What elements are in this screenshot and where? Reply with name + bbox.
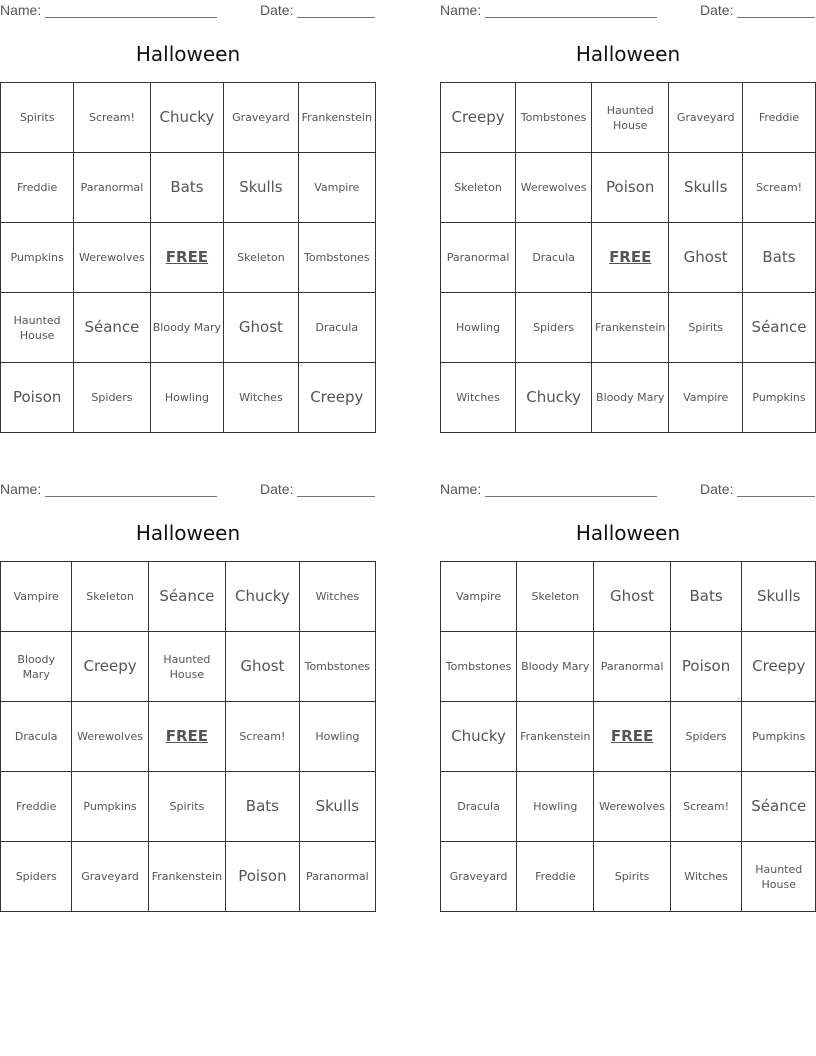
bingo-cell[interactable]: Haunted House bbox=[592, 83, 669, 153]
bingo-cell[interactable]: Chucky bbox=[441, 702, 517, 772]
bingo-cell[interactable]: Séance bbox=[743, 293, 816, 363]
bingo-cell[interactable]: Tombstones bbox=[298, 223, 375, 293]
bingo-cell[interactable]: Skeleton bbox=[441, 153, 516, 223]
bingo-cell[interactable]: Werewolves bbox=[516, 153, 592, 223]
name-label: Name: bbox=[0, 481, 42, 497]
bingo-cell[interactable]: Spirits bbox=[594, 842, 670, 912]
bingo-cell[interactable]: Witches bbox=[441, 363, 516, 433]
free-space-cell[interactable]: FREE bbox=[148, 702, 225, 772]
bingo-cell[interactable]: Bats bbox=[670, 562, 742, 632]
bingo-cell[interactable]: Haunted House bbox=[1, 293, 74, 363]
bingo-cell[interactable]: Skeleton bbox=[72, 562, 148, 632]
bingo-grid bbox=[440, 82, 816, 433]
bingo-cell[interactable]: Spirits bbox=[1, 83, 74, 153]
bingo-cell[interactable]: Tombstones bbox=[299, 632, 375, 702]
bingo-cell[interactable]: Spiders bbox=[74, 363, 150, 433]
name-date-line bbox=[440, 2, 816, 20]
date-blank[interactable] bbox=[737, 482, 815, 497]
bingo-cell[interactable]: Creepy bbox=[441, 83, 516, 153]
bingo-cell[interactable]: Freddie bbox=[517, 842, 594, 912]
bingo-cell[interactable]: Frankenstein bbox=[298, 83, 375, 153]
bingo-cell[interactable]: Ghost bbox=[224, 293, 298, 363]
bingo-cell[interactable]: Spiders bbox=[670, 702, 742, 772]
bingo-cell[interactable]: Skulls bbox=[742, 562, 816, 632]
bingo-cell[interactable]: Creepy bbox=[72, 632, 148, 702]
date-blank[interactable] bbox=[297, 482, 375, 497]
bingo-cell[interactable]: Ghost bbox=[594, 562, 670, 632]
bingo-cell[interactable]: Dracula bbox=[516, 223, 592, 293]
bingo-cell[interactable]: Graveyard bbox=[224, 83, 298, 153]
bingo-cell[interactable]: Werewolves bbox=[72, 702, 148, 772]
bingo-cell[interactable]: Chucky bbox=[226, 562, 300, 632]
bingo-cell[interactable]: Bloody Mary bbox=[150, 293, 224, 363]
bingo-cell[interactable]: Paranormal bbox=[594, 632, 670, 702]
name-blank[interactable] bbox=[45, 3, 217, 18]
bingo-cell[interactable]: Howling bbox=[150, 363, 224, 433]
name-blank[interactable] bbox=[485, 3, 657, 18]
bingo-cell[interactable]: Scream! bbox=[226, 702, 300, 772]
bingo-cell[interactable]: Pumpkins bbox=[742, 702, 816, 772]
bingo-cell[interactable]: Freddie bbox=[1, 153, 74, 223]
name-label: Name: bbox=[440, 2, 482, 18]
bingo-cell[interactable]: Vampire bbox=[669, 363, 743, 433]
bingo-cell[interactable]: Poison bbox=[226, 842, 300, 912]
bingo-cell[interactable]: Poison bbox=[670, 632, 742, 702]
bingo-cell[interactable]: Freddie bbox=[1, 772, 72, 842]
date-blank[interactable] bbox=[297, 3, 375, 18]
bingo-cell[interactable]: Witches bbox=[299, 562, 375, 632]
bingo-cell[interactable]: Frankenstein bbox=[592, 293, 669, 363]
bingo-cell[interactable]: Skulls bbox=[299, 772, 375, 842]
bingo-cell[interactable]: Poison bbox=[1, 363, 74, 433]
bingo-cell[interactable]: Pumpkins bbox=[743, 363, 816, 433]
bingo-cell[interactable]: Vampire bbox=[1, 562, 72, 632]
free-space-cell[interactable]: FREE bbox=[594, 702, 670, 772]
bingo-cell[interactable]: Howling bbox=[441, 293, 516, 363]
bingo-cell[interactable]: Witches bbox=[224, 363, 298, 433]
name-date-line bbox=[0, 481, 376, 499]
bingo-cell[interactable]: Dracula bbox=[298, 293, 375, 363]
bingo-cell[interactable]: Haunted House bbox=[742, 842, 816, 912]
bingo-cell[interactable]: Spirits bbox=[669, 293, 743, 363]
bingo-cell[interactable]: Spirits bbox=[148, 772, 225, 842]
bingo-cell[interactable]: Graveyard bbox=[72, 842, 148, 912]
bingo-cell[interactable]: Skeleton bbox=[224, 223, 298, 293]
name-label: Name: bbox=[0, 2, 42, 18]
bingo-cell[interactable]: Tombstones bbox=[516, 83, 592, 153]
bingo-cell[interactable]: Séance bbox=[742, 772, 816, 842]
name-date-line bbox=[440, 481, 816, 499]
bingo-cell[interactable]: Howling bbox=[299, 702, 375, 772]
free-space-cell[interactable]: FREE bbox=[592, 223, 669, 293]
bingo-cell[interactable]: Tombstones bbox=[441, 632, 517, 702]
bingo-cell[interactable]: Spiders bbox=[516, 293, 592, 363]
bingo-cell[interactable]: Ghost bbox=[669, 223, 743, 293]
bingo-cell[interactable]: Haunted House bbox=[148, 632, 225, 702]
name-label: Name: bbox=[440, 481, 482, 497]
date-blank[interactable] bbox=[737, 3, 815, 18]
card-title: Halloween bbox=[135, 42, 241, 66]
bingo-cell[interactable]: Skulls bbox=[224, 153, 298, 223]
bingo-cell[interactable]: Scream! bbox=[670, 772, 742, 842]
date-label: Date: bbox=[260, 481, 294, 497]
bingo-cell[interactable]: Paranormal bbox=[299, 842, 375, 912]
bingo-cell[interactable]: Graveyard bbox=[441, 842, 517, 912]
bingo-cell[interactable]: Freddie bbox=[743, 83, 816, 153]
bingo-cell[interactable]: Dracula bbox=[441, 772, 517, 842]
date-label: Date: bbox=[260, 2, 294, 18]
bingo-cell[interactable]: Paranormal bbox=[441, 223, 516, 293]
bingo-cell[interactable]: Vampire bbox=[441, 562, 517, 632]
bingo-cell[interactable]: Bloody Mary bbox=[517, 632, 594, 702]
bingo-cell[interactable]: Werewolves bbox=[74, 223, 150, 293]
bingo-cell[interactable]: Creepy bbox=[298, 363, 375, 433]
bingo-cell[interactable]: Ghost bbox=[226, 632, 300, 702]
bingo-cell[interactable]: Creepy bbox=[742, 632, 816, 702]
bingo-cell[interactable]: Dracula bbox=[1, 702, 72, 772]
bingo-cell[interactable]: Witches bbox=[670, 842, 742, 912]
bingo-cell[interactable]: Bats bbox=[150, 153, 224, 223]
name-blank[interactable] bbox=[485, 482, 657, 497]
bingo-cell[interactable]: Frankenstein bbox=[517, 702, 594, 772]
bingo-cell[interactable]: Bats bbox=[743, 223, 816, 293]
bingo-cell[interactable]: Vampire bbox=[298, 153, 375, 223]
bingo-cell[interactable]: Bloody Mary bbox=[1, 632, 72, 702]
date-label: Date: bbox=[700, 481, 734, 497]
date-label: Date: bbox=[700, 2, 734, 18]
bingo-grid bbox=[0, 561, 376, 912]
bingo-cell[interactable]: Spiders bbox=[1, 842, 72, 912]
bingo-grid bbox=[0, 82, 376, 433]
bingo-cell[interactable]: Séance bbox=[148, 562, 225, 632]
bingo-cell[interactable]: Paranormal bbox=[74, 153, 150, 223]
bingo-cell[interactable]: Graveyard bbox=[669, 83, 743, 153]
card-title: Halloween bbox=[575, 42, 681, 66]
bingo-cell[interactable]: Bats bbox=[226, 772, 300, 842]
card-title: Halloween bbox=[575, 521, 681, 545]
bingo-cell[interactable]: Skeleton bbox=[517, 562, 594, 632]
bingo-cell[interactable]: Poison bbox=[592, 153, 669, 223]
bingo-cell[interactable]: Howling bbox=[517, 772, 594, 842]
bingo-cell[interactable]: Scream! bbox=[74, 83, 150, 153]
bingo-grid bbox=[440, 561, 816, 912]
bingo-cell[interactable]: Skulls bbox=[669, 153, 743, 223]
bingo-cell[interactable]: Séance bbox=[74, 293, 150, 363]
bingo-cell[interactable]: Bloody Mary bbox=[592, 363, 669, 433]
name-date-line bbox=[0, 2, 376, 20]
free-space-cell[interactable]: FREE bbox=[150, 223, 224, 293]
bingo-cell[interactable]: Pumpkins bbox=[72, 772, 148, 842]
bingo-cell[interactable]: Scream! bbox=[743, 153, 816, 223]
bingo-cell[interactable]: Pumpkins bbox=[1, 223, 74, 293]
bingo-cell[interactable]: Chucky bbox=[516, 363, 592, 433]
card-title: Halloween bbox=[135, 521, 241, 545]
bingo-cell[interactable]: Chucky bbox=[150, 83, 224, 153]
bingo-cell[interactable]: Frankenstein bbox=[148, 842, 225, 912]
bingo-cell[interactable]: Werewolves bbox=[594, 772, 670, 842]
name-blank[interactable] bbox=[45, 482, 217, 497]
